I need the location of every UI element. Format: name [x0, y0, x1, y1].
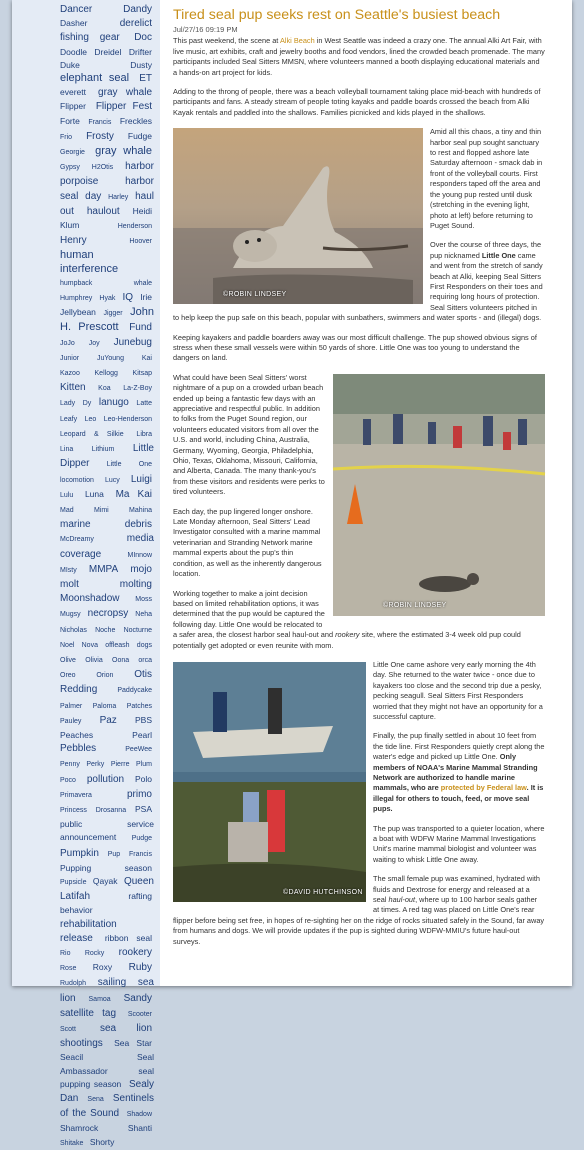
tag-link[interactable]: Qayak [92, 875, 118, 886]
tag-link[interactable]: Otis [134, 669, 152, 681]
tag-link[interactable]: Kellogg [94, 370, 118, 378]
blog-post [173, 2, 545, 986]
tag-link[interactable]: gray whale [95, 145, 152, 158]
tag-link[interactable]: One [138, 461, 152, 469]
tag-link[interactable]: Roxy [92, 962, 113, 973]
tag-link[interactable]: Mimi [93, 506, 109, 514]
tag-link[interactable]: everett [60, 87, 86, 98]
paragraph-7: Each day, the pup lingered longer onshore. Late Monday afternoon, Seal Sitters' Lead Investigator consulted with a marine mammal veterinarian and Stranding Network marine mammal experts about the pup's thin condition, as well as the inherently dangerous location. [173, 506, 322, 579]
tag-link[interactable]: Orion [96, 672, 114, 680]
tag-link[interactable]: media coverage [60, 533, 154, 560]
paragraph-3: Amid all this chaos, a tiny and thin harbor seal pup sought sanctuary to rest and flopped ashore late Saturday afternoon - smack dab in front of the volleyball courts. First responders taped off the area and the young pup rested until dusk (stretching in the evening light, photo at left) before returning to Puget Sound. [430, 127, 543, 230]
tag-link[interactable]: Junebug [113, 336, 152, 348]
alki-beach-link[interactable]: Alki Beach [279, 36, 315, 46]
tag-link[interactable]: Fund [129, 322, 152, 334]
tag-link[interactable]: molt [60, 578, 79, 590]
tag-link[interactable]: Primavera [60, 791, 92, 799]
tag-link[interactable]: Lucy [104, 476, 120, 484]
tag-link[interactable]: Forte [60, 115, 80, 126]
tag-link[interactable]: MIsty [60, 566, 77, 574]
tag-link[interactable]: ribbon seal [104, 932, 152, 943]
tag-link[interactable]: Shanti [127, 1123, 152, 1134]
tag-link[interactable]: dogs [136, 641, 152, 649]
tag-link[interactable]: Paz [99, 714, 117, 726]
tag-link[interactable]: Penny [60, 761, 80, 769]
pup-nickname: Little One [481, 250, 516, 260]
photo-crowded-beach[interactable] [333, 374, 545, 616]
tag-link[interactable]: Pearl [132, 729, 152, 740]
photo-pup-transport[interactable] [173, 662, 366, 902]
tag-link[interactable]: Peaches [60, 729, 94, 740]
tag-link[interactable]: sailing [97, 977, 127, 989]
tag-link[interactable]: Mahina [129, 506, 152, 514]
tag-link[interactable]: Moonshadow [60, 593, 120, 605]
tag-link[interactable]: ET [139, 73, 152, 85]
tag-link[interactable]: Klum [60, 220, 80, 231]
photo-credit-2: ©ROBIN LINDSEY [383, 602, 447, 610]
tag-link[interactable]: Sentinels of the Sound [60, 1093, 154, 1120]
tag-link[interactable]: Plum [136, 761, 152, 769]
tag-link[interactable]: Shamrock [60, 1123, 99, 1134]
tag-link[interactable]: Kazoo [60, 370, 80, 378]
tag-link[interactable]: JoJo [60, 339, 75, 347]
tag-link[interactable]: orca [138, 656, 153, 664]
tag-link[interactable]: Pumpkin [60, 847, 99, 859]
tag-link[interactable]: Drifter [128, 46, 152, 57]
tag-link[interactable]: MInnow [127, 551, 152, 559]
tag-link[interactable]: Dancer [60, 4, 93, 15]
tag-link[interactable]: Queen Latifah [60, 875, 154, 903]
tag-link[interactable]: Hyak [99, 295, 116, 303]
tag-link[interactable]: Nicholas [60, 626, 87, 634]
post-title[interactable]: Tired seal pup seeks rest on Seattle's busiest beach [173, 7, 501, 23]
tag-link[interactable]: Luna [84, 488, 104, 499]
tag-link[interactable]: Pebbles [60, 743, 97, 755]
tag-link[interactable]: shootings [60, 1038, 103, 1050]
tag-link[interactable]: Pupping season [60, 862, 152, 873]
tag-link[interactable]: Doc [134, 32, 152, 44]
tag-link[interactable]: Dandy [123, 4, 152, 15]
tag-link[interactable]: PeeWee [125, 746, 152, 754]
tag-link[interactable]: Koa [98, 385, 111, 393]
paragraph-11: The pup was transported to a quieter location, where a boat with WDFW Marine Mammal Investigations Unit's marine mammal biologist and volunteer was waiting to whisk Little One away. [373, 823, 545, 864]
tag-link[interactable]: Humphrey [60, 295, 93, 303]
tag-link[interactable]: Henderson [117, 223, 152, 231]
tag-link[interactable]: Sandy [123, 992, 152, 1004]
tag-link[interactable]: H2Otis [91, 164, 114, 172]
tag-link[interactable]: Latte [136, 400, 152, 408]
tag-link[interactable]: Flipper Fest [95, 101, 152, 113]
tag-link[interactable]: McDreamy [60, 536, 94, 544]
tag-link[interactable]: Dreidel [94, 46, 122, 57]
tag-link[interactable]: Jigger [103, 310, 123, 318]
photo-seal-pup-stretching[interactable] [173, 128, 423, 304]
paragraph-9: Little One came ashore very early morning the 4th day. She returned to the water twice - once due to kayakers too close and the second trip due a pesky, pecking seagull. Seal Sitters First Responders worried that they might not have an opportunity for a successful capture. [373, 659, 543, 721]
tag-link[interactable]: Henry [60, 235, 87, 247]
tag-link[interactable]: Hoover [129, 238, 152, 246]
tag-link[interactable]: harbor porpoise [60, 161, 154, 188]
tag-link[interactable]: whale [133, 279, 152, 287]
paragraph-2: Adding to the throng of people, there was a beach volleyball tournament taking place mid-beach with hundreds of participants and fans. A steady stream of people toting kayaks and paddle boards crossed the beach from Alki Kayak rentals and paddled into the shallows. Families picnicked and kids played in the shallows. [173, 87, 541, 117]
tag-link[interactable]: haul out [60, 190, 155, 217]
tag-link[interactable]: molting [119, 578, 152, 590]
tag-link[interactable]: Shadow [126, 1111, 152, 1119]
tag-link[interactable]: derelict [119, 18, 152, 30]
paragraph-4: Over the course of three days, the pup nicknamed Little One came and went from the stretch of sandy beach at Alki, keeping Seal Sitters First Responders on their toes and requiring long hours of protection. Seal Sitters volunteers pitched in to help keep the pup safe on this beach, popular with sunbathers, swimmers and water sports - and (illegal) dogs. [173, 240, 543, 323]
tag-link[interactable]: Kai [141, 354, 152, 362]
tag-link[interactable]: Lady [60, 400, 76, 408]
tag-link[interactable]: marine debris [60, 519, 152, 531]
pup-transport-image [173, 662, 366, 902]
tag-link[interactable]: Dy [82, 400, 92, 408]
tag-link[interactable]: Fudge [127, 130, 152, 141]
tag-link[interactable]: Seal Ambassador [60, 1052, 154, 1076]
tag-link[interactable]: Drosanna [95, 806, 127, 814]
tag-link[interactable]: haulout [86, 205, 120, 217]
tag-link[interactable]: Dusty [130, 59, 152, 70]
tag-link[interactable]: Kitsap [132, 370, 152, 378]
tag-link[interactable]: Paloma [92, 702, 117, 710]
tag-link[interactable]: Scott [60, 1026, 76, 1034]
tag-link[interactable]: Irie [140, 292, 152, 303]
tag-link[interactable]: rafting [128, 891, 152, 902]
tag-link[interactable]: rookery [118, 947, 152, 958]
tag-link[interactable]: gray whale [98, 87, 152, 99]
paragraph-1: This past weekend, the scene at Alki Beach in West Seattle was indeed a crazy one. The annual Alki Art Fair, with live music, art exhibits, craft and jewelry booths and food vendors, lined the crowded beach promenade. The many participants included Seal Sitters MMSN, where volunteers manned a booth displaying educational materials and a hands-on art project for kids. [173, 36, 545, 77]
tag-link[interactable]: Doodle [60, 46, 87, 57]
crowded-beach-image [333, 374, 545, 616]
tag-link[interactable]: Frosty [86, 130, 114, 142]
tag-link[interactable]: Perky [86, 761, 105, 769]
tag-link[interactable]: Pauley [60, 717, 82, 725]
tag-link[interactable]: Moss [135, 596, 152, 604]
tag-link[interactable]: Rudolph [60, 980, 87, 988]
tag-link[interactable]: Rose [60, 965, 77, 973]
tag-link[interactable]: Francis [129, 850, 152, 858]
tag-link[interactable]: sea lion [60, 977, 154, 1004]
tag-link[interactable]: Harley [108, 193, 129, 201]
tag-link[interactable]: Oreo [60, 672, 76, 680]
tag-link[interactable]: pollution [86, 773, 125, 785]
tag-link[interactable]: Poco [60, 776, 76, 784]
tag-link[interactable]: Mugsy [60, 611, 81, 619]
tag-link[interactable]: Junior [60, 354, 80, 362]
photo-credit-3: ©DAVID HUTCHINSON [283, 888, 363, 896]
tag-link[interactable]: PBS [134, 714, 152, 725]
tag-link[interactable]: Noche [95, 626, 116, 634]
tag-link[interactable]: elephant seal [60, 72, 130, 85]
tag-link[interactable]: rehabilitation [60, 918, 117, 930]
tag-link[interactable]: Leafy [60, 415, 78, 423]
tag-link[interactable]: IQ [122, 292, 134, 304]
paragraph-6: What could have been Seal Sitters' worst nightmare of a pup on a crowded urban beach ended up being a fantastic few days with an appreciative and respectful public. In addition to folks from the Puget Sound region, our volunteers educated visitors from all over the U.S. and world, including China, Australia, Germany, Wyoming, Georgia, Philadelphia, Ohio, Texas, Oklahoma, Missouri, California, and Alberta, Canada. The many thank-you's from these visitors and residents were perks to tired volunteers. [173, 372, 325, 497]
tag-link[interactable]: PSA [134, 803, 152, 814]
tag-link[interactable]: fishing gear [60, 32, 120, 44]
tag-link[interactable]: mojo [130, 563, 152, 575]
tag-link[interactable]: Leo [84, 415, 97, 423]
tag-link[interactable]: Oona [112, 656, 130, 664]
tag-link[interactable]: release [60, 932, 93, 944]
tag-link[interactable]: Paddycake [117, 687, 152, 695]
tag-link[interactable]: Frio [60, 133, 73, 141]
tag-link[interactable]: sea lion [99, 1023, 152, 1035]
tag-link[interactable]: Mad [60, 506, 74, 514]
tag-link[interactable]: John H. Prescott [60, 306, 154, 334]
tag-link[interactable]: MMPA [88, 563, 119, 575]
tag-link[interactable]: Jellybean [60, 307, 96, 318]
tag-link[interactable]: Sealy Dan [60, 1078, 154, 1105]
tag-link[interactable]: Pierre [110, 761, 130, 769]
tag-link[interactable]: Princess [60, 806, 87, 814]
tag-link[interactable]: public service announcement [60, 819, 154, 843]
paragraph-12: The small female pup was examined, hydrated with fluids and Dextrose for energy and released at a seal haul-out, where up to 100 harbor seals gather at times. A red tag was placed on Little One's rear flipper before being set free, in hopes of re-sighting her on the ridge of rocks situated safely in the Sound, far away from humans and dogs. We will provide updates if the pup is sighted during WDFW-MMIU's future haul-out surveys. [173, 874, 545, 946]
tag-cloud [12, 0, 160, 1147]
tag-link[interactable]: Shitake [60, 1139, 84, 1147]
tag-link[interactable]: Duke [60, 59, 80, 70]
tag-link[interactable]: Scooter [127, 1010, 152, 1018]
tag-link[interactable]: Little [106, 461, 122, 469]
tag-link[interactable]: Rocky [84, 950, 105, 957]
tag-link[interactable]: day [85, 190, 102, 202]
tag-link[interactable]: offleash [105, 641, 130, 649]
tag-link[interactable]: Lulu [60, 491, 74, 499]
seal-pup-stretching-image [173, 128, 423, 304]
paragraph-5: Keeping kayakers and paddle boarders away was our most difficult challenge. The pup showed obvious signs of stress when these small vessels were within 50 yards of shore. Little One was too young to understand the dangers on land. [173, 332, 537, 363]
tag-link[interactable]: primo [126, 788, 152, 800]
tag-link[interactable]: Ruby [128, 962, 152, 974]
tag-link[interactable]: satellite tag [60, 1007, 116, 1019]
tag-link[interactable]: human interference [60, 249, 119, 275]
paragraph-10: Finally, the pup finally settled in about 10 feet from the tide line. First Responders quietly crept along the water's edge and picked up Little One. Only members of NOAA's Marine Mammal Stranding Network are authorized to handle marine mammals, who are protected by Federal law. It is illegal for others to touch, feed, or move seal pups. [373, 731, 545, 814]
tag-link[interactable]: JuYoung [96, 354, 124, 362]
tag-link[interactable]: Pup [107, 850, 121, 858]
tag-link[interactable]: lanugo [98, 397, 129, 409]
tag-link[interactable]: Leo-Henderson [103, 415, 152, 423]
tag-link[interactable]: Rio [60, 950, 71, 957]
post-date: Jul/27/16 09:19 PM [173, 25, 238, 34]
federal-law-link[interactable]: protected by Federal law [440, 783, 527, 793]
tag-link[interactable]: La-Z-Boy [123, 385, 152, 393]
tag-link[interactable]: harbor seal [60, 176, 154, 202]
tag-link[interactable]: necropsy [87, 608, 129, 620]
page [12, 0, 572, 1147]
tag-link[interactable]: seal pupping season [60, 1065, 154, 1089]
tag-link[interactable]: Sena [87, 1096, 104, 1104]
tag-link[interactable]: Joy [88, 339, 100, 347]
tag-link[interactable]: Olivia [85, 656, 103, 664]
tag-link[interactable]: Pupsicle [60, 878, 87, 886]
tag-link[interactable]: Shorty [89, 1136, 115, 1147]
tag-link[interactable]: Francis [88, 118, 112, 126]
tag-link[interactable]: Gypsy [60, 164, 80, 172]
paragraph-8: Working together to make a joint decision based on limited rehabilitation options, it was determined that the pup would be captured the following day. Little One would be relocated to a safer area, the closest harbor seal haul-out and rookery site, where the estimated 3-4 week old pup could potentially get adopted or even reunite with mom. [173, 588, 521, 650]
tag-link[interactable]: Luigi [130, 473, 152, 485]
tag-link[interactable]: Redding [60, 684, 98, 696]
tag-link[interactable]: Heidi [132, 205, 152, 216]
tag-link[interactable]: Palmer [60, 702, 83, 710]
tag-link[interactable]: Libra [136, 430, 152, 438]
tag-link[interactable]: Kitten [60, 382, 86, 394]
tag-link[interactable]: Lithium [91, 446, 115, 454]
tag-link[interactable]: Noel [60, 641, 75, 649]
tag-link[interactable]: Pudge [131, 835, 152, 843]
tag-link[interactable]: Seacil [60, 1052, 84, 1063]
tag-link[interactable]: Patches [126, 702, 152, 710]
tag-link[interactable]: Olive [60, 656, 76, 664]
tag-link[interactable]: Georgie [60, 149, 85, 157]
tag-link[interactable]: locomotion [60, 476, 94, 484]
tag-link[interactable]: Polo [134, 773, 152, 784]
tag-link[interactable]: Nova [81, 641, 98, 649]
tag-link[interactable]: Ma Kai [115, 488, 152, 500]
tag-link[interactable]: Sea Star [114, 1038, 152, 1049]
tag-link[interactable]: Lina [60, 446, 74, 454]
tag-link[interactable]: Freckles [119, 115, 152, 126]
photo-credit-1: ©ROBIN LINDSEY [223, 290, 287, 298]
tag-link[interactable]: Samoa [88, 995, 111, 1003]
tag-link[interactable]: Neha [135, 611, 152, 619]
tag-link[interactable]: Dasher [60, 18, 88, 29]
tag-link[interactable]: humpback [60, 279, 93, 287]
tag-link[interactable]: Leopard & Silkie [60, 430, 124, 438]
tag-link[interactable]: Little Dipper [60, 443, 154, 470]
tag-link[interactable]: Flipper [60, 101, 86, 112]
tag-link[interactable]: Nocturne [123, 626, 152, 634]
tag-link[interactable]: behavior [60, 905, 93, 916]
